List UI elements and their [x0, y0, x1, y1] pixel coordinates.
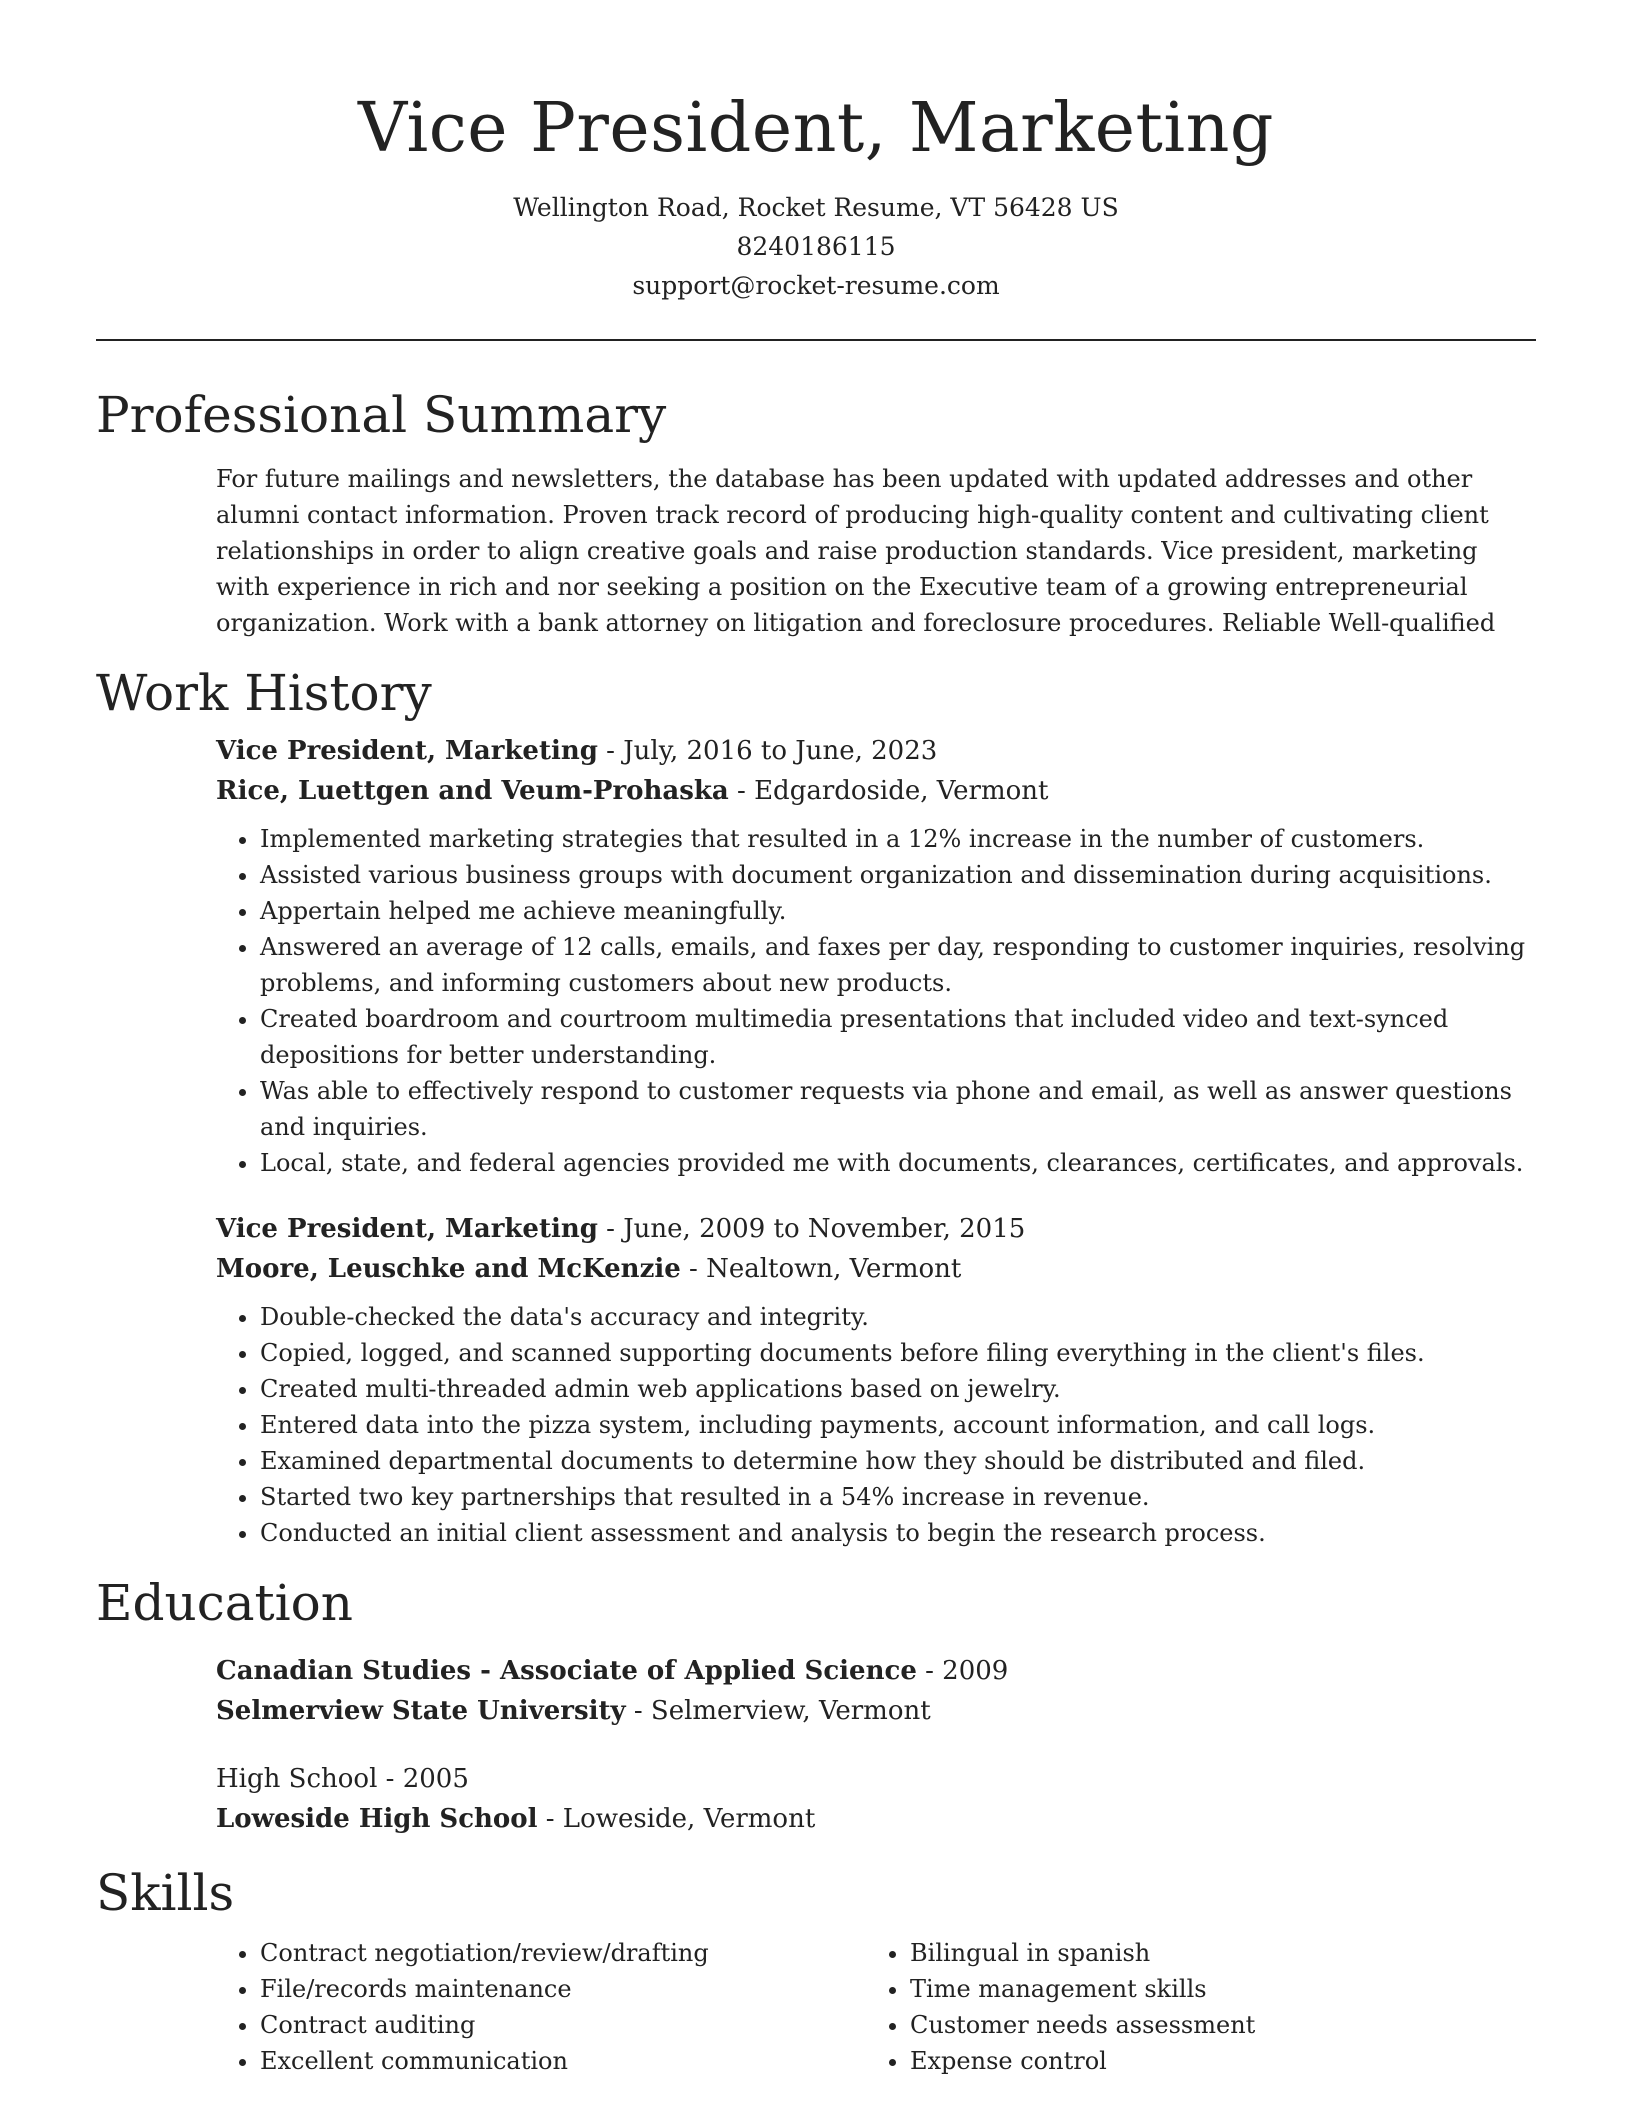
- education-location: - Loweside, Vermont: [537, 1804, 816, 1834]
- skill-item: • Contract negotiation/review/drafting: [260, 1935, 866, 1971]
- summary-title: Professional Summary: [96, 386, 667, 444]
- job-bullet: • Double-checked the data's accuracy and integrity.: [260, 1299, 1536, 1335]
- job-bullet: • Created multi-threaded admin web applications based on jewelry.: [260, 1371, 1536, 1407]
- job-entry: [216, 1209, 1536, 1551]
- job-bullet: • Assisted various business groups with document organization and dissemination during acquisitions.: [260, 857, 1536, 893]
- summary-text: For future mailings and newsletters, the database has been updated with updated addresses and other alumni contact information. Proven track record of producing high-quality content and cultivating client relationships in order to align creative goals and raise production standards. Vice president, marketing with experience in rich and nor seeking a position on the Executive team of a growing entrepreneurial organization. Work with a bank attorney on litigation and foreclosure procedures. Reliable Well-qualified: [216, 465, 1496, 637]
- education-title: Education: [96, 1574, 353, 1632]
- job-bullet: • Was able to effectively respond to customer requests via phone and email, as well as answer questions and inquiries.: [260, 1073, 1536, 1145]
- skills-title: Skills: [96, 1864, 235, 1922]
- job-bullet: • Examined departmental documents to determine how they should be distributed and filed.: [260, 1443, 1536, 1479]
- skills-list-left: [216, 1935, 866, 2079]
- education-school-line: [216, 1691, 1536, 1731]
- resume-page: [96, 0, 1536, 2079]
- education-year: - 2009: [916, 1656, 1009, 1686]
- job-bullet: • Copied, logged, and scanned supporting documents before filing everything in the client's files.: [260, 1335, 1536, 1371]
- job-bullet: • Conducted an initial client assessment and analysis to begin the research process.: [260, 1515, 1536, 1551]
- contact-info: [96, 188, 1536, 305]
- skills-column-left: [216, 1935, 866, 2079]
- education-degree-line: [216, 1759, 1536, 1799]
- skills-grid: [216, 1935, 1536, 2079]
- job-bullet: • Entered data into the pizza system, including payments, account information, and call logs.: [260, 1407, 1536, 1443]
- job-company: Moore, Leuschke and McKenzie: [216, 1254, 681, 1284]
- education-degree: Canadian Studies - Associate of Applied Science: [216, 1656, 917, 1686]
- skill-item: • Customer needs assessment: [910, 2007, 1516, 2043]
- work-history-section: [96, 661, 1536, 1551]
- education-school: Selmerview State University: [216, 1696, 626, 1726]
- job-company-line: [216, 1249, 1536, 1289]
- work-history-title: Work History: [96, 664, 432, 722]
- job-company-line: [216, 771, 1536, 811]
- job-bullets: [216, 1299, 1536, 1551]
- education-location: - Selmerview, Vermont: [625, 1696, 931, 1726]
- education-year: - 2005: [377, 1764, 469, 1794]
- job-entry: [216, 731, 1536, 1181]
- skills-list-right: [866, 1935, 1516, 2079]
- job-bullet: • Created boardroom and courtroom multimedia presentations that included video and text-synced depositions for better understanding.: [260, 1001, 1536, 1073]
- education-degree: High School: [216, 1764, 378, 1794]
- job-dates: - June, 2009 to November, 2015: [597, 1214, 1026, 1244]
- skills-column-right: [866, 1935, 1516, 2079]
- contact-address: Wellington Road, Rocket Resume, VT 56428 US: [513, 193, 1119, 222]
- skill-item: • Expense control: [910, 2043, 1516, 2079]
- skill-item: • Contract auditing: [260, 2007, 866, 2043]
- job-dates: - July, 2016 to June, 2023: [597, 736, 938, 766]
- education-section: [96, 1571, 1536, 1839]
- contact-phone: 8240186115: [736, 232, 896, 261]
- header-divider: [96, 339, 1536, 341]
- job-position: Vice President, Marketing: [216, 736, 598, 766]
- job-bullet: • Implemented marketing strategies that resulted in a 12% increase in the number of customers.: [260, 821, 1536, 857]
- skill-item: • File/records maintenance: [260, 1971, 866, 2007]
- skill-item: • Bilingual in spanish: [910, 1935, 1516, 1971]
- skill-item: • Time management skills: [910, 1971, 1516, 2007]
- job-bullet: • Started two key partnerships that resulted in a 54% increase in revenue.: [260, 1479, 1536, 1515]
- job-position-line: [216, 1209, 1536, 1249]
- education-degree-line: [216, 1651, 1536, 1691]
- job-company: Rice, Luettgen and Veum-Prohaska: [216, 776, 729, 806]
- resume-header: [96, 0, 1536, 305]
- job-bullet: • Local, state, and federal agencies provided me with documents, clearances, certificates, and approvals.: [260, 1145, 1536, 1181]
- job-position: Vice President, Marketing: [216, 1214, 598, 1244]
- job-location: - Edgardoside, Vermont: [728, 776, 1049, 806]
- summary-section: [96, 383, 1536, 641]
- skill-item: • Excellent communication: [260, 2043, 866, 2079]
- job-bullet: • Answered an average of 12 calls, emails, and faxes per day, responding to customer inquiries, resolving problems, and informing customers about new products.: [260, 929, 1536, 1001]
- candidate-name: Vice President, Marketing: [358, 89, 1274, 168]
- education-entry: [216, 1651, 1536, 1731]
- job-bullet: • Appertain helped me achieve meaningfully.: [260, 893, 1536, 929]
- education-entry: [216, 1759, 1536, 1839]
- education-school-line: [216, 1799, 1536, 1839]
- job-position-line: [216, 731, 1536, 771]
- education-school: Loweside High School: [216, 1804, 538, 1834]
- contact-email: support@rocket-resume.com: [632, 271, 1000, 300]
- job-location: - Nealtown, Vermont: [680, 1254, 962, 1284]
- job-bullets: [216, 821, 1536, 1181]
- skills-section: [96, 1861, 1536, 2079]
